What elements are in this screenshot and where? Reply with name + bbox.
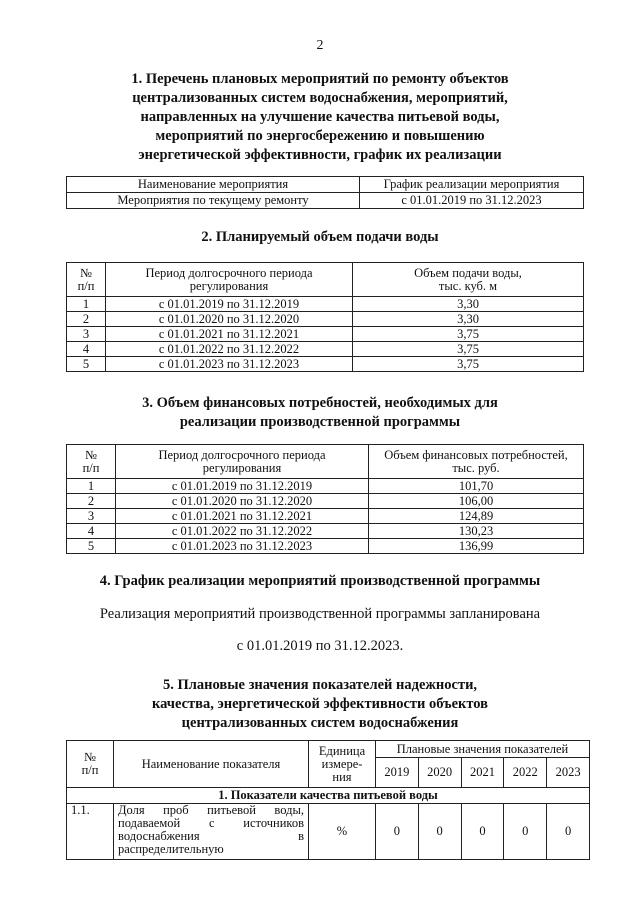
header-finance-line: Объем финансовых потребностей, — [384, 447, 568, 462]
section2-title-text: 2. Планируемый объем подачи воды — [201, 229, 439, 245]
header-num — [67, 741, 114, 788]
row-num: 1 — [67, 479, 116, 494]
row-indicator-name — [114, 804, 309, 860]
header-num — [67, 263, 106, 297]
table-row — [67, 509, 584, 524]
row-value: 3,30 — [353, 297, 584, 312]
indicator-name-line: подаваемой с источников — [118, 816, 304, 830]
row-value: 3,75 — [353, 342, 584, 357]
row-value: 3,75 — [353, 357, 584, 372]
table-row — [67, 342, 584, 357]
header-num-line: п/п — [81, 763, 99, 777]
header-unit-line: Единица — [318, 743, 366, 758]
row-period: с 01.01.2019 по 31.12.2019 — [116, 479, 369, 494]
table-header-row — [67, 741, 590, 758]
section5-title — [60, 676, 580, 733]
row-value: 3,30 — [353, 312, 584, 327]
indicator-name-line: водоснабжения в — [118, 829, 304, 843]
table-row — [67, 524, 584, 539]
row-num: 2 — [67, 494, 116, 509]
page-number: 2 — [316, 38, 324, 53]
section4-title — [40, 572, 600, 591]
table-row — [67, 297, 584, 312]
row-num: 4 — [67, 342, 106, 357]
header-year: 2021 — [461, 758, 504, 788]
header-num-line: № — [80, 265, 92, 280]
header-period-line: регулирования — [189, 278, 269, 293]
table-row — [67, 312, 584, 327]
table-row — [67, 193, 584, 209]
section1-title-line: энергетической эффективности, график их реализации — [138, 147, 502, 163]
header-num — [67, 445, 116, 479]
section3-table — [66, 444, 584, 554]
table-header-row — [67, 177, 584, 193]
header-volume-line: тыс. куб. м — [438, 278, 498, 293]
indicator-name-line: распределительную — [118, 842, 224, 856]
row-value: 0 — [418, 804, 461, 860]
row-value: 0 — [504, 804, 547, 860]
header-period — [106, 263, 353, 297]
table-row — [67, 494, 584, 509]
indicator-name-line: Доля проб питьевой воды, — [118, 803, 304, 817]
section1-table — [66, 176, 584, 209]
row-num: 1 — [67, 297, 106, 312]
row-value: 0 — [376, 804, 419, 860]
header-year: 2019 — [376, 758, 419, 788]
table-row — [67, 357, 584, 372]
row-period: с 01.01.2023 по 31.12.2023 — [116, 539, 369, 554]
section4-text-line1: Реализация мероприятий производственной программы запланирована — [99, 606, 541, 622]
header-finance-line: тыс. руб. — [452, 460, 500, 475]
row-num: 3 — [67, 327, 106, 342]
row-period: с 01.01.2020 по 31.12.2020 — [106, 312, 353, 327]
table-header-row — [67, 445, 584, 479]
header-year: 2020 — [418, 758, 461, 788]
table-row — [67, 327, 584, 342]
header-finance — [369, 445, 584, 479]
row-period: с 01.01.2023 по 31.12.2023 — [106, 357, 353, 372]
header-year: 2023 — [547, 758, 590, 788]
row-num: 5 — [67, 357, 106, 372]
activity-name: Мероприятия по текущему ремонту — [67, 193, 360, 209]
section4-text-line2: с 01.01.2019 по 31.12.2023. — [236, 638, 404, 654]
header-year: 2022 — [504, 758, 547, 788]
row-value: 0 — [461, 804, 504, 860]
row-num: 3 — [67, 509, 116, 524]
header-unit — [309, 741, 376, 788]
row-num: 2 — [67, 312, 106, 327]
row-value: 136,99 — [369, 539, 584, 554]
header-period-line: Период долгосрочного периода — [145, 265, 313, 280]
section2-title — [60, 228, 580, 247]
row-period: с 01.01.2020 по 31.12.2020 — [116, 494, 369, 509]
row-value: 101,70 — [369, 479, 584, 494]
section5-title-line: качества, энергетической эффективности объектов — [151, 696, 489, 712]
section5-title-line: централизованных систем водоснабжения — [181, 715, 459, 731]
header-num-line: п/п — [82, 460, 100, 475]
row-num: 1.1. — [67, 804, 114, 860]
table-row — [67, 539, 584, 554]
section1-title-line: направленных на улучшение качества питьевой воды, — [140, 109, 500, 125]
row-period: с 01.01.2021 по 31.12.2021 — [106, 327, 353, 342]
row-period: с 01.01.2022 по 31.12.2022 — [106, 342, 353, 357]
section3-title-line: реализации производственной программы — [179, 414, 461, 430]
header-unit-line: измере- — [321, 756, 363, 771]
header-schedule: График реализации мероприятия — [360, 177, 584, 193]
row-value: 124,89 — [369, 509, 584, 524]
header-indicator-name: Наименование показателя — [114, 741, 309, 788]
section3-title-line: 3. Объем финансовых потребностей, необходимых для — [142, 395, 498, 411]
header-period — [116, 445, 369, 479]
header-num-line: п/п — [77, 278, 95, 293]
header-period-line: Период долгосрочного периода — [158, 447, 326, 462]
section5-title-line: 5. Плановые значения показателей надежности, — [162, 677, 478, 693]
section1-title-line: мероприятий по энергосбережению и повышению — [155, 128, 485, 144]
section5-table — [66, 740, 590, 860]
header-volume-line: Объем подачи воды, — [414, 265, 522, 280]
row-num: 4 — [67, 524, 116, 539]
header-period-line: регулирования — [202, 460, 282, 475]
section1-title-line: централизованных систем водоснабжения, мероприятий, — [132, 90, 508, 106]
activity-schedule: с 01.01.2019 по 31.12.2023 — [360, 193, 584, 209]
row-unit: % — [309, 804, 376, 860]
section2-table — [66, 262, 584, 372]
section1-title-line: 1. Перечень плановых мероприятий по ремонту объектов — [131, 71, 509, 87]
header-unit-line: ния — [332, 769, 352, 784]
header-activity-name: Наименование мероприятия — [67, 177, 360, 193]
row-value: 0 — [547, 804, 590, 860]
table-row — [67, 479, 584, 494]
table-header-row — [67, 263, 584, 297]
group-title: 1. Показатели качества питьевой воды — [67, 788, 590, 804]
table-row — [67, 804, 590, 860]
section1-title — [60, 70, 580, 165]
row-num: 5 — [67, 539, 116, 554]
row-period: с 01.01.2021 по 31.12.2021 — [116, 509, 369, 524]
header-volume — [353, 263, 584, 297]
row-value: 106,00 — [369, 494, 584, 509]
section4-title-text: 4. График реализации мероприятий производственной программы — [99, 573, 541, 589]
row-value: 3,75 — [353, 327, 584, 342]
group-row — [67, 788, 590, 804]
row-period: с 01.01.2022 по 31.12.2022 — [116, 524, 369, 539]
section3-title — [60, 394, 580, 432]
row-period: с 01.01.2019 по 31.12.2019 — [106, 297, 353, 312]
header-planned-values: Плановые значения показателей — [376, 741, 590, 758]
header-num-line: № — [85, 447, 97, 462]
row-value: 130,23 — [369, 524, 584, 539]
header-num-line: № — [84, 750, 96, 764]
